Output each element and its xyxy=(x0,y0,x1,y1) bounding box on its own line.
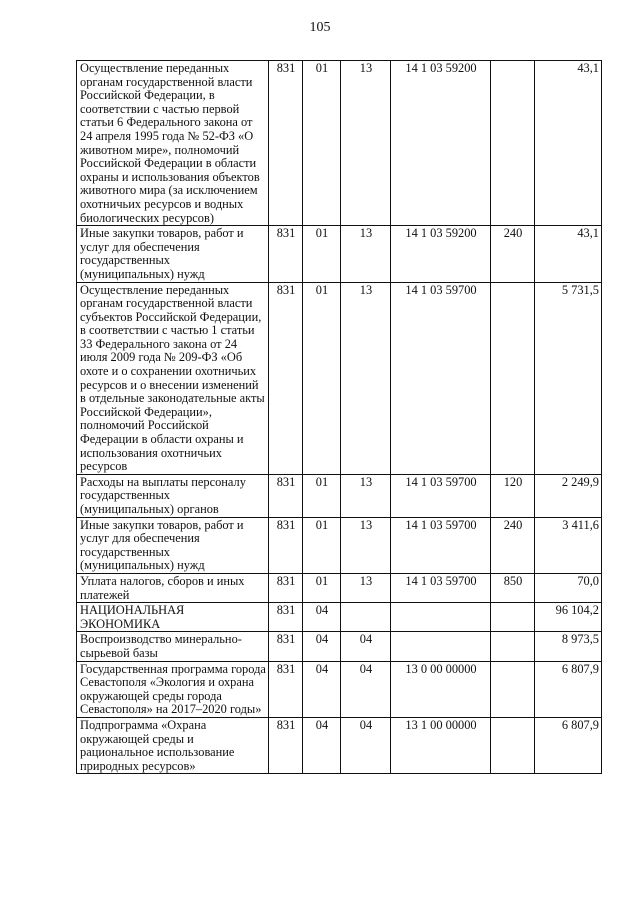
section-cell: 01 xyxy=(303,474,341,517)
target-article-cell: 14 1 03 59200 xyxy=(391,61,491,226)
expense-type-cell xyxy=(491,661,535,717)
expense-type-cell xyxy=(491,632,535,661)
expense-type-cell: 850 xyxy=(491,573,535,602)
table-row xyxy=(77,573,602,602)
expense-name-cell: Осуществление переданных органам государственной власти Российской Федерации, в соответствии с частью первой статьи 6 Федерального закона от 24 апреля 1995 года № 52-ФЗ «О животном мире», полномочий Российской Федерации в области охраны и использования объектов животного мира (за исключением охотничьих ресурсов и водных биологических ресурсов) xyxy=(77,61,269,226)
ministry-code-cell: 831 xyxy=(269,573,303,602)
subsection-cell: 04 xyxy=(341,661,391,717)
target-article-cell: 13 1 00 00000 xyxy=(391,717,491,773)
expense-name-cell: Иные закупки товаров, работ и услуг для обеспечения государственных (муниципальных) нужд xyxy=(77,517,269,573)
table-row xyxy=(77,474,602,517)
amount-cell: 70,0 xyxy=(535,573,602,602)
table-row xyxy=(77,661,602,717)
expense-name-cell: Подпрограмма «Охрана окружающей среды и рациональное использование природных ресурсов» xyxy=(77,717,269,773)
expense-type-cell: 240 xyxy=(491,517,535,573)
section-cell: 04 xyxy=(303,603,341,632)
ministry-code-cell: 831 xyxy=(269,282,303,474)
subsection-cell: 13 xyxy=(341,517,391,573)
amount-cell: 8 973,5 xyxy=(535,632,602,661)
expense-name-cell: Государственная программа города Севастополя «Экология и охрана окружающей среды города Севастополя» на 2017–2020 годы» xyxy=(77,661,269,717)
ministry-code-cell: 831 xyxy=(269,603,303,632)
table-row xyxy=(77,517,602,573)
section-cell: 04 xyxy=(303,717,341,773)
ministry-code-cell: 831 xyxy=(269,661,303,717)
section-cell: 04 xyxy=(303,661,341,717)
ministry-code-cell: 831 xyxy=(269,717,303,773)
expense-name-cell: Воспроизводство минерально-сырьевой базы xyxy=(77,632,269,661)
expense-type-cell: 240 xyxy=(491,226,535,282)
subsection-cell: 13 xyxy=(341,226,391,282)
target-article-cell xyxy=(391,603,491,632)
expense-type-cell xyxy=(491,282,535,474)
section-cell: 01 xyxy=(303,282,341,474)
ministry-code-cell: 831 xyxy=(269,474,303,517)
amount-cell: 96 104,2 xyxy=(535,603,602,632)
section-cell: 01 xyxy=(303,61,341,226)
target-article-cell: 13 0 00 00000 xyxy=(391,661,491,717)
target-article-cell: 14 1 03 59700 xyxy=(391,573,491,602)
amount-cell: 43,1 xyxy=(535,61,602,226)
amount-cell: 5 731,5 xyxy=(535,282,602,474)
expense-type-cell xyxy=(491,603,535,632)
table-row xyxy=(77,603,602,632)
subsection-cell: 04 xyxy=(341,632,391,661)
subsection-cell: 13 xyxy=(341,573,391,602)
target-article-cell: 14 1 03 59700 xyxy=(391,474,491,517)
expense-name-cell: Расходы на выплаты персоналу государственных (муниципальных) органов xyxy=(77,474,269,517)
table-row xyxy=(77,226,602,282)
subsection-cell: 13 xyxy=(341,282,391,474)
section-cell: 01 xyxy=(303,517,341,573)
target-article-cell xyxy=(391,632,491,661)
expense-type-cell xyxy=(491,717,535,773)
expense-name-cell: НАЦИОНАЛЬНАЯ ЭКОНОМИКА xyxy=(77,603,269,632)
target-article-cell: 14 1 03 59700 xyxy=(391,517,491,573)
table-row xyxy=(77,717,602,773)
amount-cell: 6 807,9 xyxy=(535,661,602,717)
target-article-cell: 14 1 03 59200 xyxy=(391,226,491,282)
subsection-cell: 04 xyxy=(341,717,391,773)
expense-name-cell: Осуществление переданных органам государственной власти субъектов Российской Федерации, в соответствии с частью 1 статьи 33 Федерального закона от 24 июля 2009 года № 209-ФЗ «Об охоте и о сохранении охотничьих ресурсов и о внесении изменений в отдельные законодательные акты Российской Федерации», полномочий Российской Федерации в области охраны и использования охотничьих ресурсов xyxy=(77,282,269,474)
target-article-cell: 14 1 03 59700 xyxy=(391,282,491,474)
amount-cell: 2 249,9 xyxy=(535,474,602,517)
expense-name-cell: Уплата налогов, сборов и иных платежей xyxy=(77,573,269,602)
ministry-code-cell: 831 xyxy=(269,61,303,226)
ministry-code-cell: 831 xyxy=(269,517,303,573)
expense-type-cell xyxy=(491,61,535,226)
table-row xyxy=(77,282,602,474)
budget-table xyxy=(76,60,602,774)
section-cell: 01 xyxy=(303,226,341,282)
amount-cell: 43,1 xyxy=(535,226,602,282)
section-cell: 01 xyxy=(303,573,341,602)
page-number: 105 xyxy=(309,20,331,35)
ministry-code-cell: 831 xyxy=(269,632,303,661)
amount-cell: 6 807,9 xyxy=(535,717,602,773)
expense-name-cell: Иные закупки товаров, работ и услуг для обеспечения государственных (муниципальных) нужд xyxy=(77,226,269,282)
table-row xyxy=(77,632,602,661)
amount-cell: 3 411,6 xyxy=(535,517,602,573)
subsection-cell: 13 xyxy=(341,61,391,226)
ministry-code-cell: 831 xyxy=(269,226,303,282)
subsection-cell xyxy=(341,603,391,632)
section-cell: 04 xyxy=(303,632,341,661)
table-row xyxy=(77,61,602,226)
expense-type-cell: 120 xyxy=(491,474,535,517)
subsection-cell: 13 xyxy=(341,474,391,517)
